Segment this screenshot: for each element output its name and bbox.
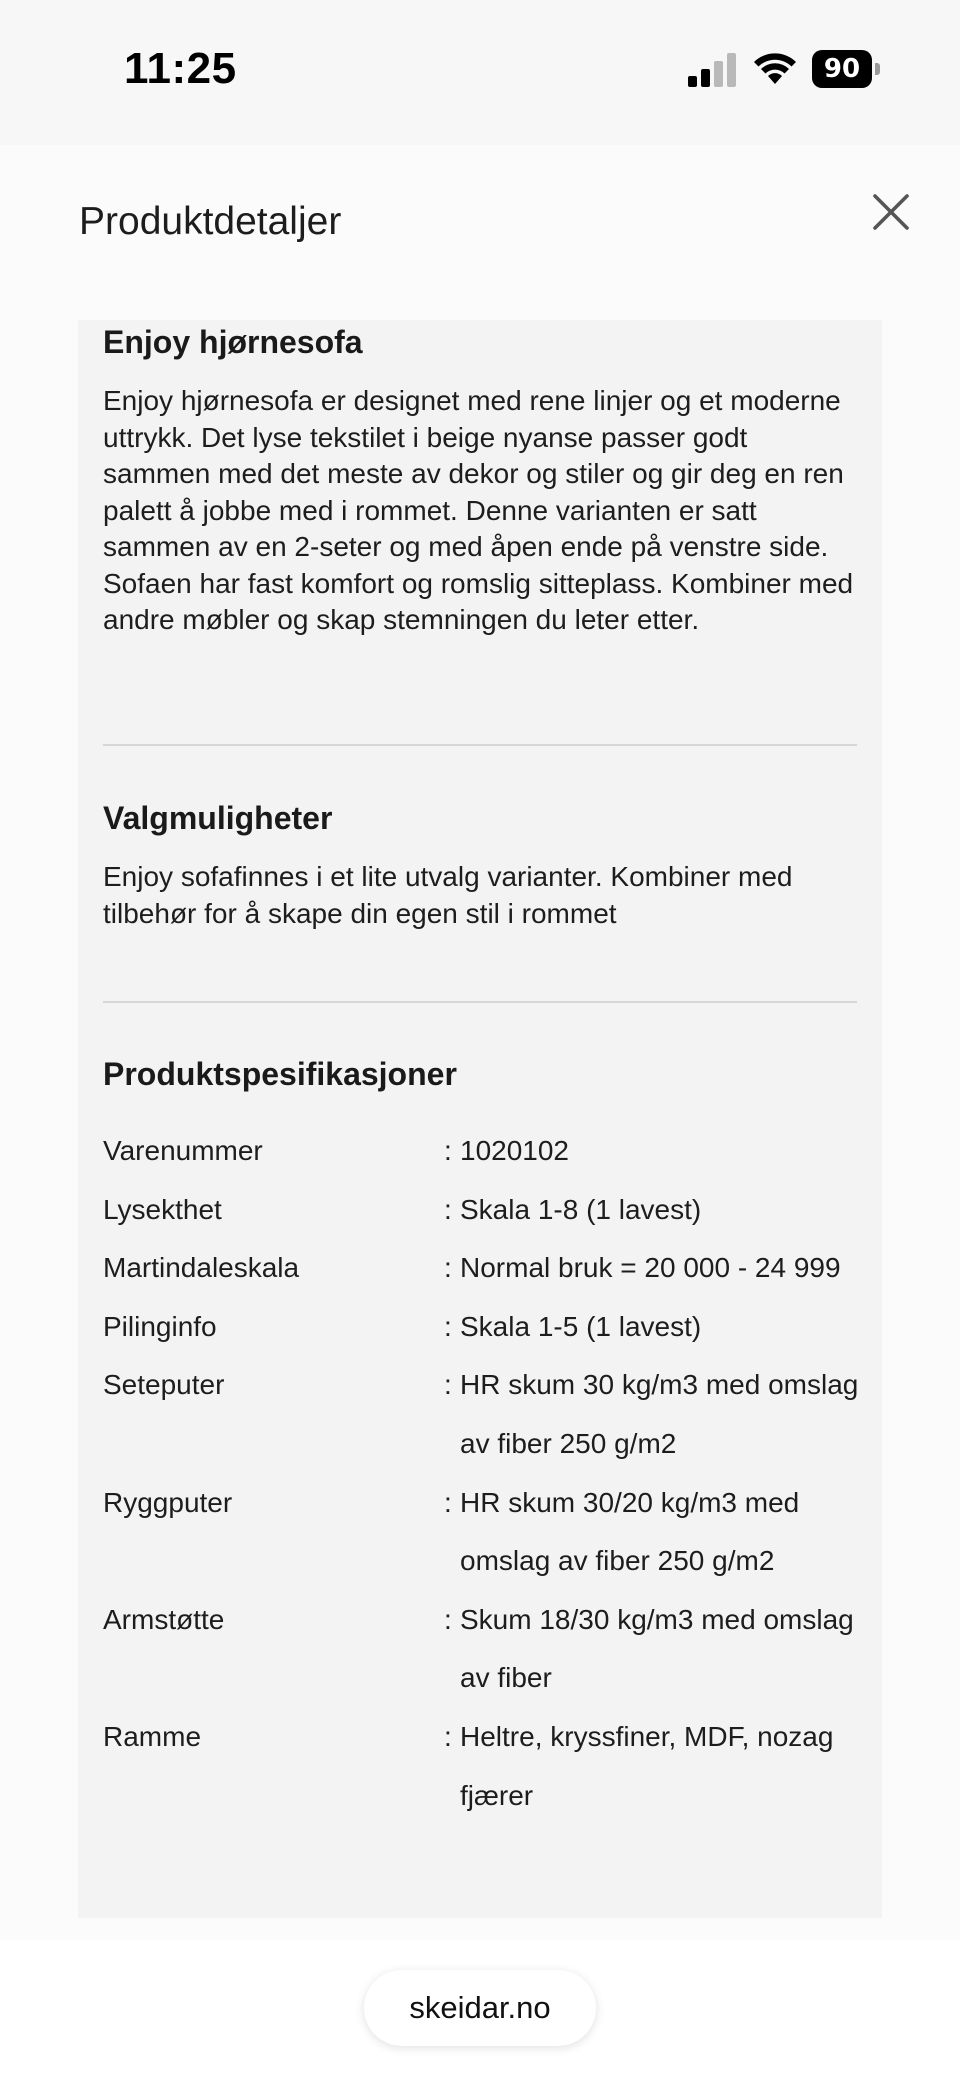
spec-value: HR skum 30 kg/m3 med omslag av fiber 250 g/m2 [460, 1369, 859, 1459]
description-section [103, 324, 857, 639]
product-details-modal [0, 145, 960, 1940]
spec-label: Ramme [103, 1720, 202, 1752]
spec-value: HR skum 30/20 kg/m3 med omslag av fiber 250 g/m2 [460, 1486, 800, 1577]
specs-heading: Produktspesifikasjoner [103, 1056, 457, 1092]
options-heading: Valgmuligheter [103, 800, 333, 836]
description-text: Enjoy hjørnesofa er designet med rene linjer og et moderne uttrykk. Det lyse tekstilet i beige nyanse passer godt sammen med det meste av dekor og stiler og gir deg en ren palett å jobbe med i rommet. Denne varianten er satt sammen av en 2-seter og med åpen ende på venstre side. Sofaen har fast komfort og romslig sitteplass. Kombiner med andre møbler og skap stemningen du leter etter. [103, 385, 854, 635]
spec-separator: : [444, 1486, 452, 1518]
spec-row [103, 1239, 863, 1298]
spec-separator: : [444, 1193, 452, 1225]
specs-table [103, 1122, 863, 1825]
spec-row [103, 1591, 863, 1708]
close-icon[interactable] [866, 187, 916, 237]
spec-row [103, 1356, 863, 1473]
spec-row [103, 1708, 863, 1825]
options-section [103, 800, 857, 932]
spec-separator: : [444, 1252, 452, 1284]
spec-value: Normal bruk = 20 000 - 24 999 [460, 1252, 841, 1284]
spec-value: Skala 1-8 (1 lavest) [460, 1193, 702, 1225]
spec-separator: : [444, 1720, 452, 1752]
cellular-signal-icon [688, 52, 738, 88]
product-details-content [78, 320, 882, 1918]
section-divider [103, 1001, 857, 1003]
spec-value: Skala 1-5 (1 lavest) [460, 1310, 702, 1342]
status-bar [0, 0, 960, 145]
spec-separator: : [444, 1603, 452, 1635]
spec-label: Pilinginfo [103, 1310, 217, 1342]
status-time: 11:25 [124, 44, 237, 93]
spec-label: Armstøtte [103, 1603, 225, 1635]
spec-label: Varenummer [103, 1135, 263, 1166]
spec-row [103, 1181, 863, 1240]
spec-row [103, 1122, 863, 1181]
spec-label: Lysekthet [103, 1193, 222, 1225]
options-text: Enjoy sofafinnes i et lite utvalg varianter. Kombiner med tilbehør for å skape din egen stil i rommet [103, 861, 793, 929]
spec-row [103, 1298, 863, 1357]
description-heading: Enjoy hjørnesofa [103, 324, 363, 360]
spec-separator: : [444, 1310, 452, 1342]
spec-label: Martindaleskala [103, 1252, 300, 1284]
spec-row [103, 1474, 863, 1591]
spec-value: 1020102 [460, 1135, 570, 1166]
specs-section [103, 1056, 857, 1093]
section-divider [103, 744, 857, 746]
spec-value: Heltre, kryssfiner, MDF, nozag fjærer [460, 1720, 834, 1811]
wifi-icon [752, 50, 798, 86]
battery-indicator [812, 50, 880, 88]
spec-separator: : [444, 1369, 452, 1401]
spec-separator: : [444, 1135, 452, 1166]
spec-value: Skum 18/30 kg/m3 med omslag av fiber [460, 1603, 854, 1694]
address-bar[interactable]: skeidar.no [364, 1970, 596, 2046]
modal-title: Produktdetaljer [79, 200, 342, 243]
spec-label: Seteputer [103, 1369, 225, 1401]
spec-label: Ryggputer [103, 1486, 233, 1518]
browser-bottom-bar [0, 1940, 960, 2081]
battery-tip [875, 63, 880, 75]
battery-level: 90 [812, 50, 872, 88]
